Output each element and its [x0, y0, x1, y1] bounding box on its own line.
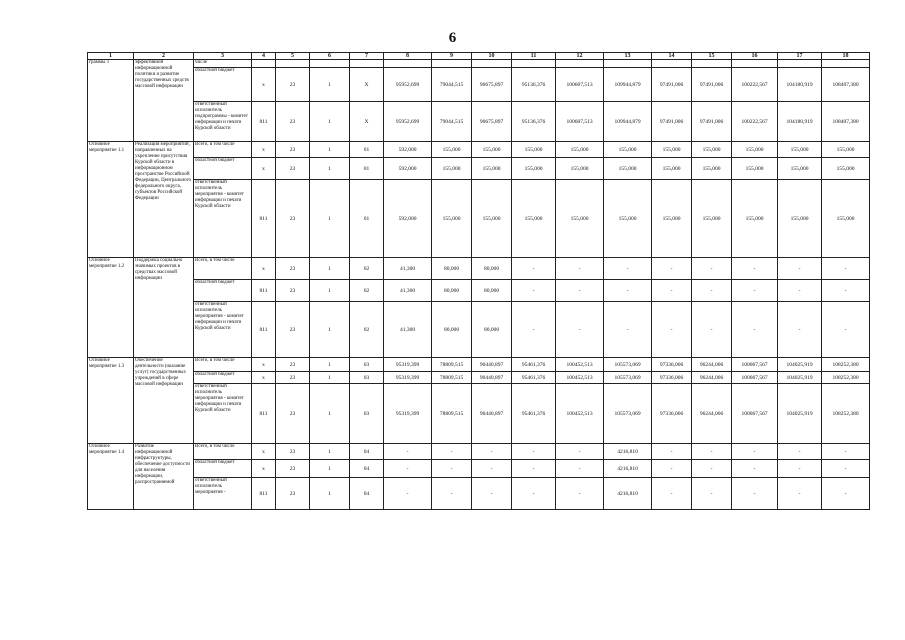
- value-cell-col10: -: [472, 444, 512, 460]
- funding-source-cell: Всего, в том числе: [194, 258, 252, 280]
- value-cell-col8: -: [384, 478, 432, 510]
- value-cell-col5: 23: [276, 142, 310, 158]
- value-cell-col6: 1: [310, 460, 350, 478]
- value-cell-col11: [512, 60, 556, 68]
- table-row: [88, 60, 870, 68]
- value-cell-col12: -: [556, 302, 604, 358]
- value-cell-col10: 90440,897: [472, 384, 512, 444]
- funding-source-cell: областной бюджет: [194, 68, 252, 102]
- value-cell-col12: 100452,513: [556, 384, 604, 444]
- value-cell-col18: 108252,380: [822, 384, 870, 444]
- value-cell-col11: 155,000: [512, 158, 556, 180]
- value-cell-col13: 155,000: [604, 180, 652, 258]
- column-number-10: 10: [472, 53, 512, 60]
- value-cell-col12: 155,000: [556, 142, 604, 158]
- measure-name-cell: Обеспечение деятельности (оказание услуг) государственных учреждений в сфере массовой информации: [134, 358, 194, 444]
- value-cell-col15: -: [692, 478, 732, 510]
- funding-source-cell: ответственный исполнитель мероприятия - комитет информации и печати Курской области: [194, 384, 252, 444]
- value-cell-col6: [310, 60, 350, 68]
- value-cell-col4: х: [252, 460, 276, 478]
- column-number-9: 9: [432, 53, 472, 60]
- value-cell-col5: 23: [276, 372, 310, 384]
- value-cell-col11: 95136,376: [512, 102, 556, 142]
- value-cell-col18: 155,000: [822, 158, 870, 180]
- value-cell-col12: -: [556, 460, 604, 478]
- value-cell-col10: 80,000: [472, 302, 512, 358]
- value-cell-col10: 90675,897: [472, 68, 512, 102]
- value-cell-col10: 90675,897: [472, 102, 512, 142]
- value-cell-col7: 02: [350, 280, 384, 302]
- value-cell-col16: -: [732, 478, 778, 510]
- funding-source-cell: Всего, в том числе: [194, 358, 252, 372]
- value-cell-col6: 1: [310, 68, 350, 102]
- funding-source-cell: ответственный исполнитель мероприятия -: [194, 478, 252, 510]
- column-number-14: 14: [652, 53, 692, 60]
- program-cell: Основное мероприятие 1.2: [88, 258, 134, 358]
- value-cell-col8: 41,300: [384, 280, 432, 302]
- value-cell-col17: 155,000: [778, 142, 822, 158]
- value-cell-col16: 155,000: [732, 180, 778, 258]
- value-cell-col17: 104025,919: [778, 384, 822, 444]
- value-cell-col13: [604, 60, 652, 68]
- table-row: [88, 142, 870, 158]
- value-cell-col13: 109944,879: [604, 68, 652, 102]
- table-row: [88, 280, 870, 302]
- value-cell-col16: 100222,567: [732, 68, 778, 102]
- column-number-15: 15: [692, 53, 732, 60]
- value-cell-col5: 23: [276, 460, 310, 478]
- value-cell-col16: 155,000: [732, 158, 778, 180]
- value-cell-col8: -: [384, 444, 432, 460]
- table-row: [88, 372, 870, 384]
- value-cell-col15: [692, 60, 732, 68]
- value-cell-col15: 96244,006: [692, 358, 732, 372]
- value-cell-col17: -: [778, 460, 822, 478]
- value-cell-col14: -: [652, 444, 692, 460]
- value-cell-col8: 592,000: [384, 142, 432, 158]
- value-cell-col7: 01: [350, 180, 384, 258]
- column-number-11: 11: [512, 53, 556, 60]
- value-cell-col10: 155,000: [472, 142, 512, 158]
- value-cell-col7: 04: [350, 478, 384, 510]
- table-row: [88, 68, 870, 102]
- value-cell-col5: 23: [276, 158, 310, 180]
- funding-source-cell: областной бюджет: [194, 372, 252, 384]
- column-number-row: [88, 53, 870, 60]
- value-cell-col8: -: [384, 460, 432, 478]
- value-cell-col9: 155,000: [432, 158, 472, 180]
- value-cell-col14: 97336,006: [652, 372, 692, 384]
- column-number-4: 4: [252, 53, 276, 60]
- value-cell-col18: -: [822, 302, 870, 358]
- value-cell-col13: 4216,810: [604, 460, 652, 478]
- value-cell-col12: [556, 60, 604, 68]
- value-cell-col12: 100452,513: [556, 358, 604, 372]
- value-cell-col7: 01: [350, 142, 384, 158]
- value-cell-col6: 1: [310, 102, 350, 142]
- value-cell-col15: 96244,006: [692, 384, 732, 444]
- value-cell-col14: -: [652, 478, 692, 510]
- value-cell-col5: 23: [276, 280, 310, 302]
- value-cell-col18: -: [822, 280, 870, 302]
- value-cell-col4: х: [252, 444, 276, 460]
- measure-name-cell: Развитие информационной инфраструктуры, обеспечение доступности для населения информации, распространяемой: [134, 444, 194, 510]
- value-cell-col5: 23: [276, 444, 310, 460]
- value-cell-col12: -: [556, 444, 604, 460]
- value-cell-col12: 155,000: [556, 180, 604, 258]
- value-cell-col12: 100452,513: [556, 372, 604, 384]
- funding-source-cell: ответственный исполнитель мероприятия - комитет информации и печати Курской области: [194, 302, 252, 358]
- value-cell-col13: 105573,069: [604, 358, 652, 372]
- value-cell-col9: [432, 60, 472, 68]
- value-cell-col10: 90440,897: [472, 358, 512, 372]
- value-cell-col8: 95952,699: [384, 68, 432, 102]
- value-cell-col14: -: [652, 302, 692, 358]
- value-cell-col4: 811: [252, 102, 276, 142]
- value-cell-col16: 100067,567: [732, 372, 778, 384]
- value-cell-col15: 155,000: [692, 158, 732, 180]
- value-cell-col7: 03: [350, 384, 384, 444]
- program-cell: Основное мероприятие 1.4: [88, 444, 134, 510]
- value-cell-col13: 155,000: [604, 142, 652, 158]
- measure-name-cell: Реализация мероприятий, направленных на укрепление присутствия Курской области в информационном пространстве Российской Федерации, Центрального федерального округа, субъектов Российской Федерации: [134, 142, 194, 258]
- funding-source-cell: Всего, в том числе: [194, 142, 252, 158]
- value-cell-col6: 1: [310, 142, 350, 158]
- value-cell-col9: 79044,515: [432, 68, 472, 102]
- value-cell-col18: [822, 60, 870, 68]
- value-cell-col9: -: [432, 460, 472, 478]
- value-cell-col17: -: [778, 302, 822, 358]
- value-cell-col6: 1: [310, 302, 350, 358]
- table-row: [88, 180, 870, 258]
- funding-source-cell: областной бюджет: [194, 158, 252, 180]
- value-cell-col13: 109944,879: [604, 102, 652, 142]
- value-cell-col9: 80,000: [432, 258, 472, 280]
- value-cell-col9: 155,000: [432, 142, 472, 158]
- value-cell-col14: -: [652, 280, 692, 302]
- value-cell-col5: 23: [276, 478, 310, 510]
- value-cell-col14: 97491,006: [652, 68, 692, 102]
- value-cell-col10: 80,000: [472, 258, 512, 280]
- value-cell-col4: х: [252, 158, 276, 180]
- value-cell-col7: 04: [350, 460, 384, 478]
- value-cell-col5: 23: [276, 102, 310, 142]
- value-cell-col17: -: [778, 478, 822, 510]
- value-cell-col16: 100222,567: [732, 102, 778, 142]
- value-cell-col17: 104180,919: [778, 68, 822, 102]
- value-cell-col6: 1: [310, 280, 350, 302]
- table-row: [88, 158, 870, 180]
- value-cell-col11: -: [512, 280, 556, 302]
- value-cell-col8: 95319,399: [384, 372, 432, 384]
- column-number-18: 18: [822, 53, 870, 60]
- value-cell-col15: 97491,006: [692, 68, 732, 102]
- column-number-1: 1: [88, 53, 134, 60]
- value-cell-col17: 155,000: [778, 180, 822, 258]
- value-cell-col14: 97491,006: [652, 102, 692, 142]
- value-cell-col6: 1: [310, 384, 350, 444]
- value-cell-col6: 1: [310, 444, 350, 460]
- value-cell-col6: 1: [310, 358, 350, 372]
- value-cell-col13: -: [604, 302, 652, 358]
- value-cell-col11: -: [512, 460, 556, 478]
- value-cell-col16: 100067,567: [732, 358, 778, 372]
- value-cell-col13: 105573,069: [604, 384, 652, 444]
- column-number-5: 5: [276, 53, 310, 60]
- value-cell-col12: 100607,513: [556, 102, 604, 142]
- value-cell-col11: 95136,376: [512, 68, 556, 102]
- value-cell-col14: [652, 60, 692, 68]
- value-cell-col16: -: [732, 444, 778, 460]
- value-cell-col4: 811: [252, 302, 276, 358]
- funding-source-cell: ответственный исполнитель подпрограммы - комитет информации и печати Курской области: [194, 102, 252, 142]
- column-number-13: 13: [604, 53, 652, 60]
- value-cell-col7: 02: [350, 258, 384, 280]
- value-cell-col16: 100067,567: [732, 384, 778, 444]
- value-cell-col13: 155,000: [604, 158, 652, 180]
- value-cell-col11: 95461,376: [512, 358, 556, 372]
- value-cell-col10: [472, 60, 512, 68]
- column-number-7: 7: [350, 53, 384, 60]
- value-cell-col16: -: [732, 460, 778, 478]
- value-cell-col7: 02: [350, 302, 384, 358]
- value-cell-col14: 97336,006: [652, 384, 692, 444]
- value-cell-col14: 155,000: [652, 158, 692, 180]
- value-cell-col10: 90440,897: [472, 372, 512, 384]
- funding-source-cell: числе: [194, 60, 252, 68]
- value-cell-col4: х: [252, 258, 276, 280]
- program-cell: граммы 1: [88, 60, 134, 142]
- value-cell-col9: -: [432, 444, 472, 460]
- value-cell-col7: Х: [350, 68, 384, 102]
- value-cell-col17: [778, 60, 822, 68]
- funding-source-cell: областной бюджет: [194, 460, 252, 478]
- column-number-8: 8: [384, 53, 432, 60]
- budget-table: [87, 52, 870, 510]
- value-cell-col9: 80,000: [432, 302, 472, 358]
- value-cell-col6: 1: [310, 180, 350, 258]
- value-cell-col18: -: [822, 258, 870, 280]
- value-cell-col8: 95319,399: [384, 384, 432, 444]
- value-cell-col9: 78809,515: [432, 384, 472, 444]
- funding-source-cell: ответственный исполнитель мероприятия - комитет информации и печати Курской области: [194, 180, 252, 258]
- value-cell-col12: -: [556, 258, 604, 280]
- value-cell-col11: 155,000: [512, 142, 556, 158]
- value-cell-col5: 23: [276, 302, 310, 358]
- value-cell-col5: 23: [276, 384, 310, 444]
- value-cell-col7: 03: [350, 372, 384, 384]
- value-cell-col5: 23: [276, 358, 310, 372]
- value-cell-col4: 811: [252, 280, 276, 302]
- value-cell-col16: -: [732, 280, 778, 302]
- value-cell-col4: [252, 60, 276, 68]
- value-cell-col4: х: [252, 372, 276, 384]
- value-cell-col4: 811: [252, 384, 276, 444]
- value-cell-col12: -: [556, 280, 604, 302]
- value-cell-col13: 4216,810: [604, 478, 652, 510]
- value-cell-col11: -: [512, 258, 556, 280]
- value-cell-col9: 79044,515: [432, 102, 472, 142]
- value-cell-col9: 78809,515: [432, 372, 472, 384]
- value-cell-col17: -: [778, 280, 822, 302]
- program-cell: Основное мероприятие 1.3: [88, 358, 134, 444]
- value-cell-col12: -: [556, 478, 604, 510]
- value-cell-col11: 95461,376: [512, 384, 556, 444]
- column-number-16: 16: [732, 53, 778, 60]
- value-cell-col15: -: [692, 444, 732, 460]
- value-cell-col5: 23: [276, 258, 310, 280]
- value-cell-col8: 95319,399: [384, 358, 432, 372]
- value-cell-col10: 155,000: [472, 180, 512, 258]
- value-cell-col17: 104025,919: [778, 372, 822, 384]
- value-cell-col11: 155,000: [512, 180, 556, 258]
- value-cell-col14: 155,000: [652, 180, 692, 258]
- value-cell-col13: -: [604, 280, 652, 302]
- value-cell-col10: -: [472, 478, 512, 510]
- value-cell-col15: 155,000: [692, 142, 732, 158]
- value-cell-col7: 04: [350, 444, 384, 460]
- column-number-12: 12: [556, 53, 604, 60]
- table-row: [88, 478, 870, 510]
- value-cell-col18: -: [822, 460, 870, 478]
- column-number-2: 2: [134, 53, 194, 60]
- value-cell-col9: 155,000: [432, 180, 472, 258]
- value-cell-col15: 97491,006: [692, 102, 732, 142]
- value-cell-col9: 78809,515: [432, 358, 472, 372]
- table-body: [88, 60, 870, 510]
- value-cell-col10: -: [472, 460, 512, 478]
- table-row: [88, 358, 870, 372]
- value-cell-col18: 108407,380: [822, 68, 870, 102]
- value-cell-col15: -: [692, 258, 732, 280]
- value-cell-col10: 80,000: [472, 280, 512, 302]
- value-cell-col4: 811: [252, 180, 276, 258]
- table-row: [88, 384, 870, 444]
- program-cell: Основное мероприятие 1.1: [88, 142, 134, 258]
- value-cell-col17: 104180,919: [778, 102, 822, 142]
- value-cell-col17: 155,000: [778, 158, 822, 180]
- value-cell-col18: 108407,380: [822, 102, 870, 142]
- value-cell-col17: -: [778, 258, 822, 280]
- value-cell-col13: 105573,069: [604, 372, 652, 384]
- value-cell-col16: 155,000: [732, 142, 778, 158]
- value-cell-col18: 108252,380: [822, 358, 870, 372]
- value-cell-col6: 1: [310, 478, 350, 510]
- table-row: [88, 302, 870, 358]
- value-cell-col16: [732, 60, 778, 68]
- value-cell-col14: -: [652, 258, 692, 280]
- value-cell-col4: 811: [252, 478, 276, 510]
- value-cell-col9: -: [432, 478, 472, 510]
- value-cell-col18: 108252,380: [822, 372, 870, 384]
- value-cell-col12: 100607,513: [556, 68, 604, 102]
- value-cell-col18: -: [822, 444, 870, 460]
- value-cell-col14: 97336,006: [652, 358, 692, 372]
- value-cell-col17: 104025,919: [778, 358, 822, 372]
- funding-source-cell: областной бюджет: [194, 280, 252, 302]
- value-cell-col6: 1: [310, 258, 350, 280]
- value-cell-col18: -: [822, 478, 870, 510]
- funding-source-cell: Всего, в том числе: [194, 444, 252, 460]
- value-cell-col7: 03: [350, 358, 384, 372]
- table-row: [88, 460, 870, 478]
- value-cell-col15: -: [692, 280, 732, 302]
- column-number-6: 6: [310, 53, 350, 60]
- value-cell-col11: -: [512, 478, 556, 510]
- column-number-3: 3: [194, 53, 252, 60]
- table-row: [88, 258, 870, 280]
- value-cell-col13: 4216,810: [604, 444, 652, 460]
- value-cell-col15: -: [692, 460, 732, 478]
- value-cell-col18: 155,000: [822, 180, 870, 258]
- measure-name-cell: Поддержка социально значимых проектов в средствах массовой информации: [134, 258, 194, 358]
- value-cell-col9: 80,000: [432, 280, 472, 302]
- value-cell-col5: 23: [276, 180, 310, 258]
- value-cell-col11: -: [512, 302, 556, 358]
- value-cell-col16: -: [732, 302, 778, 358]
- value-cell-col13: -: [604, 258, 652, 280]
- value-cell-col6: 1: [310, 372, 350, 384]
- value-cell-col11: -: [512, 444, 556, 460]
- value-cell-col8: 95952,699: [384, 102, 432, 142]
- value-cell-col18: 155,000: [822, 142, 870, 158]
- value-cell-col16: -: [732, 258, 778, 280]
- value-cell-col4: х: [252, 68, 276, 102]
- value-cell-col5: [276, 60, 310, 68]
- value-cell-col15: 155,000: [692, 180, 732, 258]
- value-cell-col8: 41,300: [384, 302, 432, 358]
- value-cell-col14: -: [652, 460, 692, 478]
- value-cell-col4: х: [252, 142, 276, 158]
- value-cell-col5: 23: [276, 68, 310, 102]
- value-cell-col12: 155,000: [556, 158, 604, 180]
- value-cell-col6: 1: [310, 158, 350, 180]
- measure-name-cell: эффективной информационной политики и развитие государственных средств массовой информации: [134, 60, 194, 142]
- budget-table-sheet: [87, 52, 869, 510]
- column-number-17: 17: [778, 53, 822, 60]
- value-cell-col17: -: [778, 444, 822, 460]
- value-cell-col14: 155,000: [652, 142, 692, 158]
- value-cell-col15: 96244,006: [692, 372, 732, 384]
- value-cell-col7: 01: [350, 158, 384, 180]
- page-number: 6: [448, 30, 457, 46]
- value-cell-col8: [384, 60, 432, 68]
- value-cell-col8: 592,000: [384, 158, 432, 180]
- value-cell-col8: 41,300: [384, 258, 432, 280]
- table-row: [88, 444, 870, 460]
- value-cell-col7: Х: [350, 102, 384, 142]
- table-row: [88, 102, 870, 142]
- value-cell-col11: 95461,376: [512, 372, 556, 384]
- value-cell-col10: 155,000: [472, 158, 512, 180]
- value-cell-col4: х: [252, 358, 276, 372]
- value-cell-col15: -: [692, 302, 732, 358]
- value-cell-col8: 592,000: [384, 180, 432, 258]
- value-cell-col7: [350, 60, 384, 68]
